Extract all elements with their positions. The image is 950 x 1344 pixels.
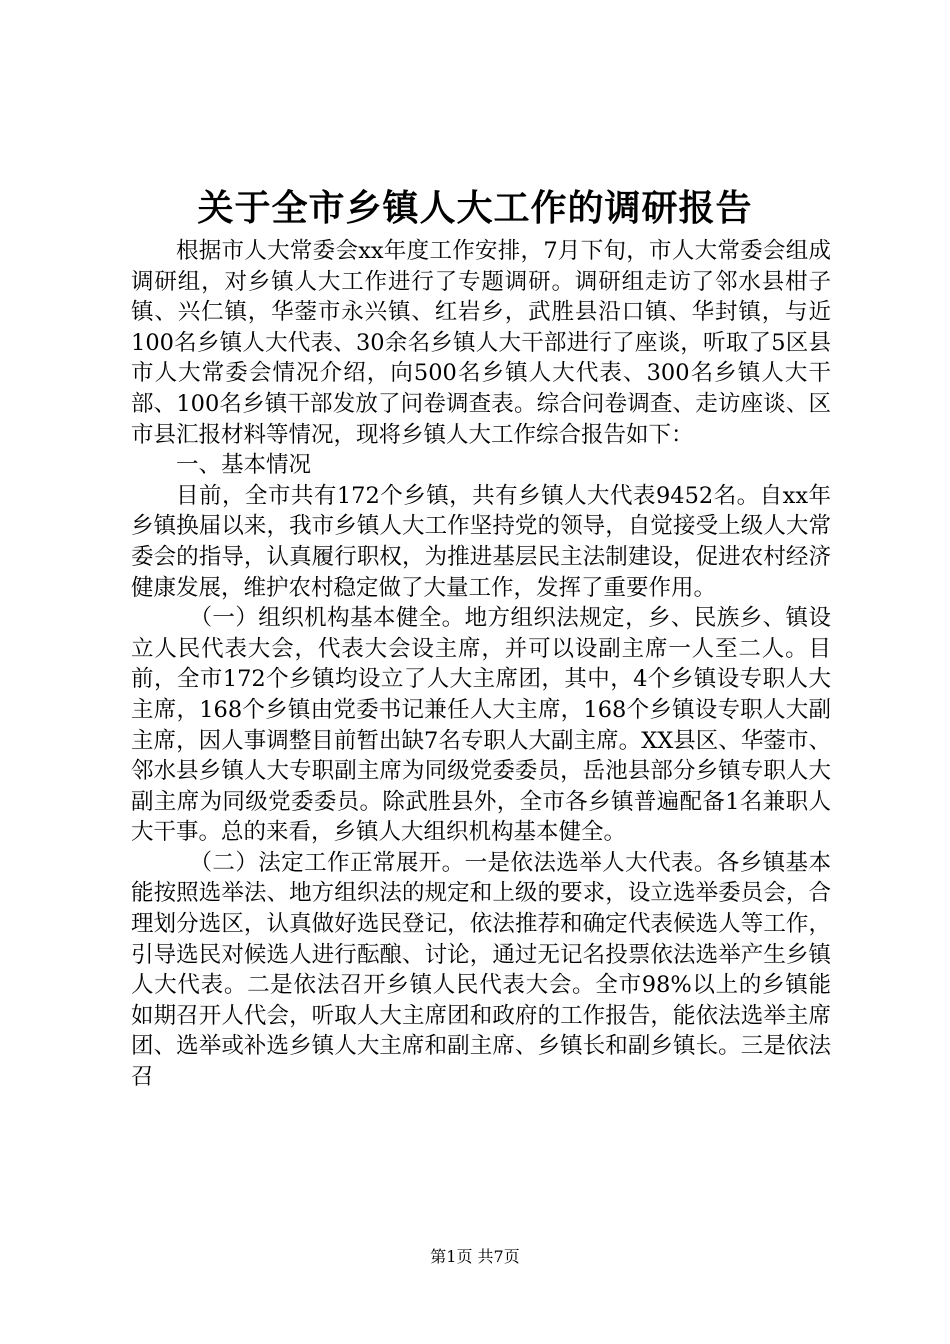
subsection-legal-work-paragraph: （二）法定工作正常展开。一是依法选举人大代表。各乡镇基本能按照选举法、地方组织法的规定和上级的要求，设立选举委员会，合理划分选区，认真做好选民登记，依法推荐和确定代表候选人等工作，引导选民对候选人进行酝酿、讨论，通过无记名投票依法选举产生乡镇人大代表。二是依法召开乡镇人民代表大会。全市98%以上的乡镇能如期召开人代会，听取人大主席团和政府的工作报告，能依法选举主席团、选举或补选乡镇人大主席和副主席、乡镇长和副乡镇长。三是依法召: [131, 849, 831, 1091]
intro-paragraph: 根据市人大常委会xx年度工作安排，7月下旬，市人大常委会组成调研组，对乡镇人大工作进行了专题调研。调研组走访了邻水县柑子镇、兴仁镇，华蓥市永兴镇、红岩乡，武胜县沿口镇、华封镇，与近100名乡镇人大代表、30余名乡镇人大干部进行了座谈，听取了5区县市人大常委会情况介绍，向500名乡镇人大代表、300名乡镇人大干部、100名乡镇干部发放了问卷调查表。综合问卷调查、走访座谈、区市县汇报材料等情况，现将乡镇人大工作综合报告如下：: [131, 238, 831, 448]
document-title: 关于全市乡镇人大工作的调研报告: [197, 187, 753, 229]
document-body: [131, 236, 831, 1093]
page-number-footer: 第1页 共7页: [430, 1247, 520, 1266]
subsection-organization-paragraph: （一）组织机构基本健全。地方组织法规定，乡、民族乡、镇设立人民代表大会，代表大会设主席，并可以设副主席一人至二人。目前，全市172个乡镇均设立了人大主席团，其中，4个乡镇设专职人大主席，168个乡镇由党委书记兼任人大主席，168个乡镇设专职人大副主席，因人事调整目前暂出缺7名专职人大副主席。XX县区、华蓥市、邻水县乡镇人大专职副主席为同级党委委员，岳池县部分乡镇专职人大副主席为同级党委委员。除武胜县外，全市各乡镇普遍配备1名兼职人大干事。总的来看，乡镇人大组织机构基本健全。: [131, 605, 831, 846]
section-heading-basic-situation: 一、基本情况: [176, 452, 312, 479]
overview-paragraph: 目前，全市共有172个乡镇，共有乡镇人大代表9452名。自xx年乡镇换届以来，我市乡镇人大工作坚持党的领导，自觉接受上级人大常委会的指导，认真履行职权，为推进基层民主法制建设，促进农村经济健康发展，维护农村稳定做了大量工作，发挥了重要作用。: [131, 482, 831, 601]
